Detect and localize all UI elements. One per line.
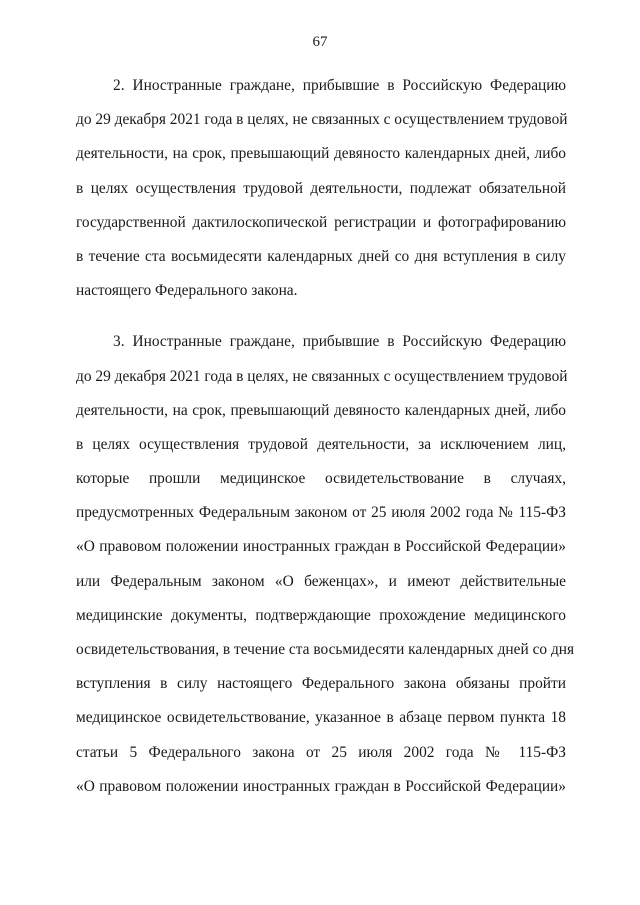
document-body — [76, 69, 575, 804]
text-line: в целях осуществления трудовой деятельности, подлежат обязательной — [76, 179, 566, 197]
text-line: в целях осуществления трудовой деятельности, за исключением лиц, — [76, 435, 566, 453]
text-line: настоящего Федерального закона. — [76, 282, 298, 300]
text-line: до 29 декабря 2021 года в целях, не связанных с осуществлением трудовой — [76, 367, 568, 385]
text-line: «О правовом положении иностранных граждан в Российской Федерации» — [76, 777, 566, 795]
text-line: статьи 5 Федерального закона от 25 июля 2002 года № 115-ФЗ — [76, 743, 566, 761]
text-line: или Федеральным законом «О беженцах», и имеют действительные — [76, 572, 566, 590]
text-line: освидетельствования, в течение ста восьмидесяти календарных дней со дня — [76, 641, 575, 658]
text-line: до 29 декабря 2021 года в целях, не связанных с осуществлением трудовой — [76, 111, 568, 129]
text-line: которые прошли медицинское освидетельствование в случаях, — [76, 470, 566, 488]
paragraph-3 — [76, 325, 575, 804]
text-line: 3. Иностранные граждане, прибывшие в Российскую Федерацию — [113, 333, 566, 351]
text-line: в течение ста восьмидесяти календарных дней со дня вступления в силу — [76, 247, 566, 265]
text-line: деятельности, на срок, превышающий девяносто календарных дней, либо — [76, 145, 566, 163]
page-number: 67 — [312, 34, 328, 50]
text-line: деятельности, на срок, превышающий девяносто календарных дней, либо — [76, 401, 566, 419]
text-line: «О правовом положении иностранных граждан в Российской Федерации» — [76, 538, 566, 556]
text-line: вступления в силу настоящего Федерального закона обязаны пройти — [76, 675, 566, 693]
text-line: предусмотренных Федеральным законом от 25 июля 2002 года № 115-ФЗ — [76, 504, 566, 522]
text-line: 2. Иностранные граждане, прибывшие в Российскую Федерацию — [113, 77, 566, 94]
text-line: государственной дактилоскопической регистрации и фотографированию — [76, 213, 566, 231]
text-line: медицинское освидетельствование, указанное в абзаце первом пункта 18 — [76, 709, 566, 727]
paragraph-2 — [76, 69, 566, 308]
text-line: медицинские документы, подтверждающие прохождение медицинского — [76, 606, 566, 624]
